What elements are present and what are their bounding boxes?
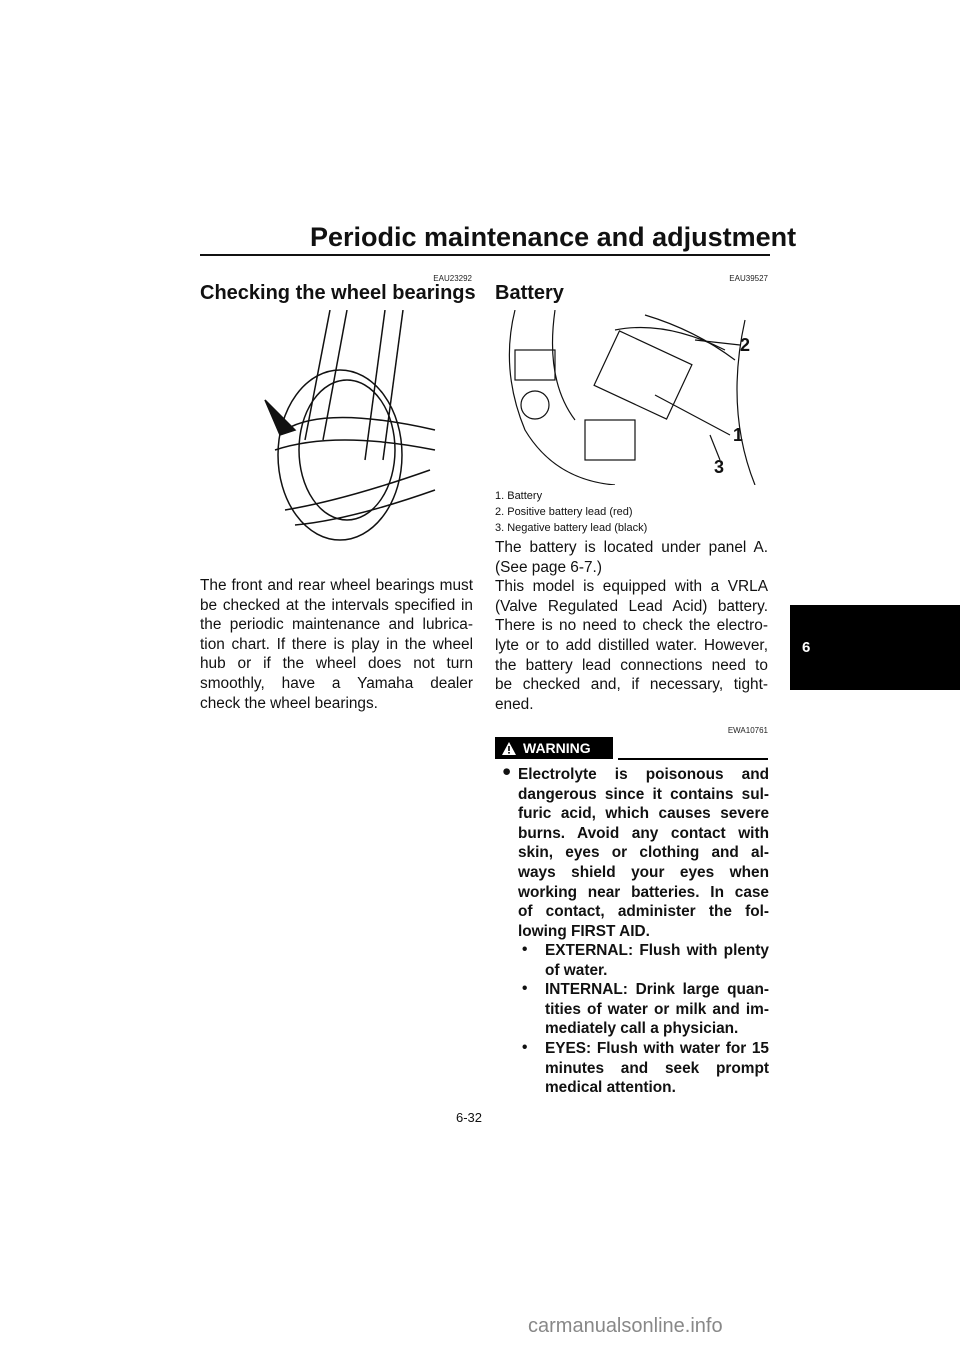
text-line: mediately call a physician. [545,1020,739,1038]
text-line: of contact, administer the fol- [518,903,769,921]
section-code: EAU23292 [433,274,472,283]
text-line: ened. [495,695,534,713]
text-line: of water. [545,961,608,979]
text-line: EXTERNAL: Flush with plenty [545,942,769,959]
page-number: 6-32 [456,1110,483,1125]
text-line: The battery is located under panel A. [495,539,768,556]
text-line: The front and rear wheel bearings must [200,577,473,594]
text-line: smoothly, have a Yamaha dealer [200,674,473,692]
bullet-icon: • [522,941,528,958]
text-line: There is no need to check the electro- [495,617,768,635]
text-line: the periodic maintenance and lubrica- [200,616,473,634]
warning-triangle-icon [501,741,517,756]
text-line: minutes and seek prompt [545,1059,769,1077]
warning-label: WARNING [523,740,591,756]
text-line: be checked at the intervals specified in [200,596,473,614]
chapter-tab-label: 6 [802,639,811,656]
warning-code: EWA10761 [727,726,768,735]
text-line: ways shield your eyes when [518,863,769,881]
bullet-icon: • [522,980,528,997]
text-line: be checked and, if necessary, tight- [495,676,768,694]
bullet-icon: ● [502,763,512,780]
text-line: working near batteries. In case [518,883,769,901]
watermark: carmanualsonline.info [528,1315,723,1337]
battery-location-illustration [495,310,770,485]
page-title: Periodic maintenance and adjustment [310,222,797,252]
section-heading: Battery [495,282,564,304]
text-line: This model is equipped with a VRLA [495,578,768,596]
text-line: skin, eyes or clothing and al- [518,844,769,862]
figure-captions [495,488,647,536]
header-rule [200,254,770,256]
caption: 2. Positive battery lead (red) [495,506,633,518]
section-code: EAU39527 [729,274,768,283]
callout-2: 2 [740,335,751,355]
battery-paragraph [495,538,768,714]
wheel-bearings-paragraph [200,576,473,713]
text-line: the battery lead connections need to [495,656,768,674]
text-line: (See page 6-7.) [495,558,602,576]
text-line: tities of water or milk and im- [545,1000,769,1018]
text-line: (Valve Regulated Lead Acid) battery. [495,597,768,615]
text-line: INTERNAL: Drink large quan- [545,981,769,998]
caption: 1. Battery [495,490,543,502]
text-line: lowing FIRST AID. [518,922,650,940]
callout-1: 1 [733,425,744,445]
warning-rule [618,758,768,760]
chapter-tab [790,605,960,690]
wheel-bearing-illustration [255,310,445,570]
text-line: Electrolyte is poisonous and [518,766,769,783]
text-line: lyte or to add distilled water. However, [495,636,768,654]
caption: 3. Negative battery lead (black) [495,522,648,534]
text-line: check the wheel bearings. [200,694,378,712]
warning-subitem-internal [545,980,769,1039]
warning-badge [495,737,613,759]
text-line: hub or if the wheel does not turn [200,655,473,673]
text-line: medical attention. [545,1079,676,1097]
warning-subitem-eyes [545,1039,769,1098]
text-line: dangerous since it contains sul- [518,785,769,803]
text-line: tion chart. If there is play in the wheel [200,635,473,653]
warning-subitem-external [545,941,769,980]
text-line: burns. Avoid any contact with [518,824,769,842]
section-heading: Checking the wheel bearings [200,282,476,304]
text-line: furic acid, which causes severe [518,805,769,823]
callout-3: 3 [714,457,725,477]
text-line: EYES: Flush with water for 15 [545,1040,769,1057]
bullet-icon: • [522,1039,528,1056]
warning-text [518,765,769,941]
